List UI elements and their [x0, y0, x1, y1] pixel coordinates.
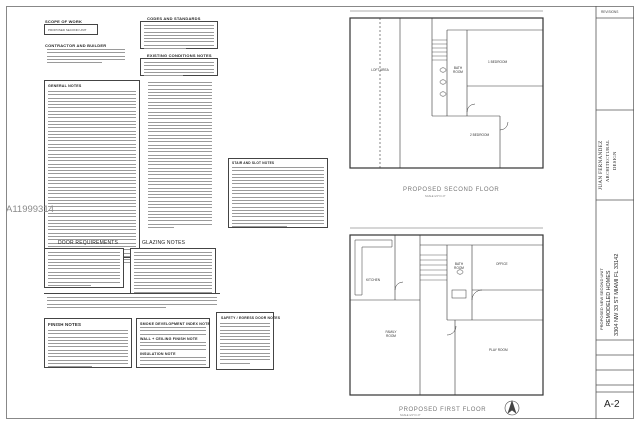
existing-conditions-title: EXISTING CONDITIONS NOTES	[147, 53, 212, 58]
first-floor-caption: PROPOSED FIRST FLOOR	[399, 407, 487, 413]
architect-name: JUAN FERNANDEZ	[598, 140, 604, 190]
client-name: REMODELED HOMES	[606, 270, 612, 326]
room-label-office: OFFICE	[496, 262, 508, 266]
toilet-fixture	[440, 68, 446, 72]
safety-egress-title: SAFETY / EGRESS DOOR NOTES	[221, 316, 281, 320]
title-block-lines	[596, 6, 634, 419]
listing-watermark: A11999314	[6, 204, 54, 215]
room-label-loft: LOFT AREA	[371, 68, 389, 72]
second-floor-scale: SCALE 1/4"=1'-0"	[425, 195, 446, 198]
contractor-title: CONTRACTOR AND BUILDER	[45, 43, 107, 48]
insulation-title: INSULATION NOTE	[140, 352, 176, 356]
first-stair-treads	[420, 255, 447, 280]
second-floor-plan	[350, 11, 543, 168]
sheet-number: A-2	[604, 399, 620, 410]
door-requirements-title: DOOR REQUIREMENTS	[58, 240, 119, 246]
smoke-title: SMOKE DEVELOPMENT INDEX NOTE	[140, 322, 211, 326]
first-floor-outline	[350, 235, 543, 395]
kitchen-counter	[355, 240, 392, 295]
scope-of-work-title: SCOPE OF WORK	[45, 19, 83, 24]
scope-of-work-text: PROPOSED SECOND UNIT	[48, 28, 87, 32]
project-address: 3304 NW 33 ST MIAMI FL 33142	[614, 253, 620, 336]
first-floor-scale: SCALE 1/4"=1'-0"	[400, 414, 421, 417]
shower-fixture	[452, 290, 466, 298]
finish-notes-title: FINISH NOTES	[48, 322, 82, 327]
stair-notes-title: STAIR AND SLOT NOTES	[232, 161, 275, 165]
glazing-notes-title: GLAZING NOTES	[142, 240, 186, 246]
codes-title: CODES AND STANDARDS	[147, 16, 201, 21]
door-swing	[395, 282, 403, 290]
wall-ceiling-title: WALL + CEILING FINISH NOTE	[140, 337, 198, 341]
door-swing	[500, 122, 508, 130]
architect-subtitle: ARCHITECTURAL	[605, 139, 610, 182]
general-notes-title: GENERAL NOTES	[48, 84, 82, 88]
sink-fixture	[440, 92, 446, 96]
door-swing	[447, 326, 456, 335]
door-swing	[472, 290, 482, 300]
room-label-family: FAMILY ROOM	[385, 330, 397, 338]
second-stair-treads	[432, 40, 447, 60]
sink-fixture	[440, 80, 446, 84]
room-label-kitchen: KITCHEN	[366, 278, 380, 282]
second-floor-caption: PROPOSED SECOND FLOOR	[403, 187, 500, 193]
revisions-label: REVISIONS	[601, 10, 619, 14]
north-arrow-icon	[505, 401, 519, 415]
project-name: PROPOSED NEW SECOND UNIT	[599, 268, 604, 330]
room-label-bedroom-1: 1 BEDROOM	[488, 60, 508, 64]
room-label-play-room: PLAY ROOM	[489, 348, 508, 352]
room-label-bath: BATH ROOM	[453, 66, 463, 74]
second-floor-outline	[350, 18, 543, 168]
door-swing	[467, 104, 475, 112]
architect-subtitle-2: DESIGN	[612, 151, 617, 170]
first-floor-plan	[350, 228, 543, 395]
toilet-fixture	[457, 270, 463, 274]
room-label-bedroom-2: 2 BEDROOM	[470, 133, 490, 137]
room-label-bath-first: BATH ROOM	[454, 262, 464, 270]
